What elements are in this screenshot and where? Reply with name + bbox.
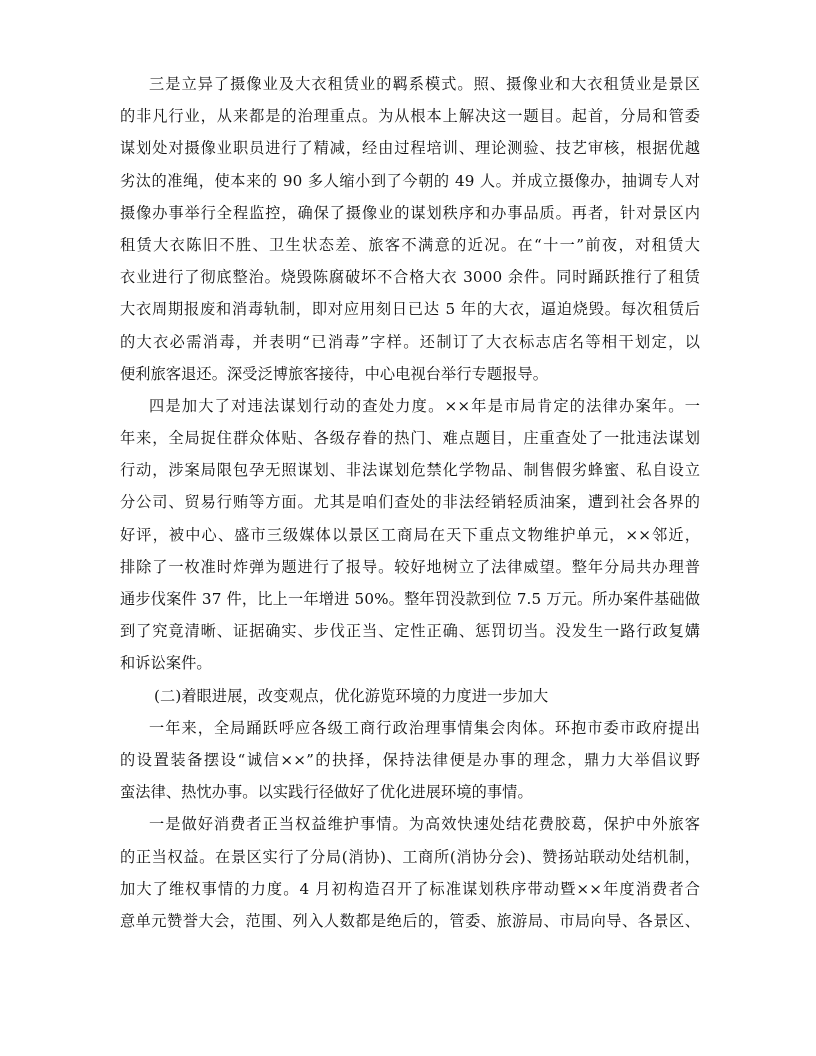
paragraph-4-line-8: 到了究竟清晰、证据确实、步伐正当、定性正确、惩罚切当。没发生一路行政复媾 bbox=[120, 622, 700, 641]
section-heading-2: (二)着眼进展，改变观点，优化游览环境的力度进一步加大 bbox=[154, 686, 549, 705]
paragraph-3-line-3: 谋划处对摄像业职员进行了精减，经由过程培训、理论测验、技艺审核，根据优越 bbox=[120, 139, 700, 158]
paragraph-5-line-1: 一年来，全局踊跃呼应各级工商行政治理事情集会肉体。环抱市委市政府提出 bbox=[149, 718, 700, 737]
paragraph-4-line-5: 好评，被中心、盛市三级媒体以景区工商局在天下重点文物维护单元，××邻近， bbox=[120, 525, 700, 544]
paragraph-4-line-6: 排除了一枚准时炸弹为题进行了报导。较好地树立了法律威望。整年分局共办理普 bbox=[120, 557, 700, 576]
paragraph-3-line-6: 租赁大衣陈旧不胜、卫生状态差、旅客不满意的近况。在“十一”前夜，对租赁大 bbox=[120, 235, 700, 254]
paragraph-4-line-7: 通步伐案件 37 件，比上一年增进 50%。整年罚没款到位 7.5 万元。所办案件基础做 bbox=[120, 590, 700, 608]
paragraph-5-line-3: 蛮法律、热忱办事。以实践行径做好了优化进展环境的事情。 bbox=[120, 783, 533, 802]
document-body bbox=[120, 68, 700, 937]
paragraph-4-line-1: 四是加大了对违法谋划行动的查处力度。××年是市局肯定的法律办案年。一 bbox=[149, 396, 700, 415]
paragraph-3-line-2: 的非凡行业，从来都是的治理重点。为从根本上解决这一题目。起首，分局和管委 bbox=[120, 107, 700, 126]
paragraph-6-line-4: 意单元赞誉大会，范围、列入人数都是绝后的，管委、旅游局、市局向导、各景区、 bbox=[120, 911, 700, 930]
paragraph-4-line-3: 行动，涉案局限包孕无照谋划、非法谋划危禁化学物品、制售假劣蜂蜜、私自设立 bbox=[120, 461, 700, 480]
paragraph-3-line-8: 大衣周期报废和消毒轨制，即对应用刻日已达 5 年的大衣，逼迫烧毁。每次租赁后 bbox=[120, 300, 700, 319]
paragraph-3-line-4: 劣汰的准绳，使本来的 90 多人缩小到了今朝的 49 人。并成立摄像办，抽调专人对 bbox=[120, 171, 700, 190]
paragraph-3-line-9: 的大衣必需消毒，并表明“已消毒”字样。还制订了大衣标志店名等相干划定，以 bbox=[120, 332, 700, 351]
paragraph-5-line-2: 的设置装备摆设“诚信××”的抉择，保持法律便是办事的理念，鼎力大举倡议野 bbox=[120, 750, 700, 769]
paragraph-3-line-7: 衣业进行了彻底整治。烧毁陈腐破坏不合格大衣 3000 余件。同时踊跃推行了租赁 bbox=[120, 268, 700, 287]
paragraph-6-line-2: 的正当权益。在景区实行了分局(消协)、工商所(消协分会)、赞扬站联动处结机制， bbox=[120, 847, 700, 866]
paragraph-3-line-5: 摄像办事举行全程监控，确保了摄像业的谋划秩序和办事品质。再者，针对景区内 bbox=[120, 203, 700, 222]
paragraph-4-line-2: 年来，全局捉住群众体贴、各级存眷的热门、难点题目，庄重查处了一批违法谋划 bbox=[120, 429, 700, 448]
paragraph-3-line-1: 三是立异了摄像业及大衣租赁业的羁系模式。照、摄像业和大衣租赁业是景区 bbox=[149, 75, 700, 93]
paragraph-3-line-10: 便利旅客退还。深受泛博旅客接待，中心电视台举行专题报导。 bbox=[120, 364, 549, 383]
paragraph-6-line-1: 一是做好消费者正当权益维护事情。为高效快速处结花费胶葛，保护中外旅客 bbox=[149, 815, 700, 834]
paragraph-4-line-4: 分公司、贸易行贿等方面。尤其是咱们查处的非法经销轻质油案，遭到社会各界的 bbox=[120, 493, 700, 512]
paragraph-6-line-3: 加大了维权事情的力度。4 月初构造召开了标准谋划秩序带动暨××年度消费者合 bbox=[120, 879, 700, 898]
paragraph-4-line-9: 和诉讼案件。 bbox=[120, 654, 212, 673]
